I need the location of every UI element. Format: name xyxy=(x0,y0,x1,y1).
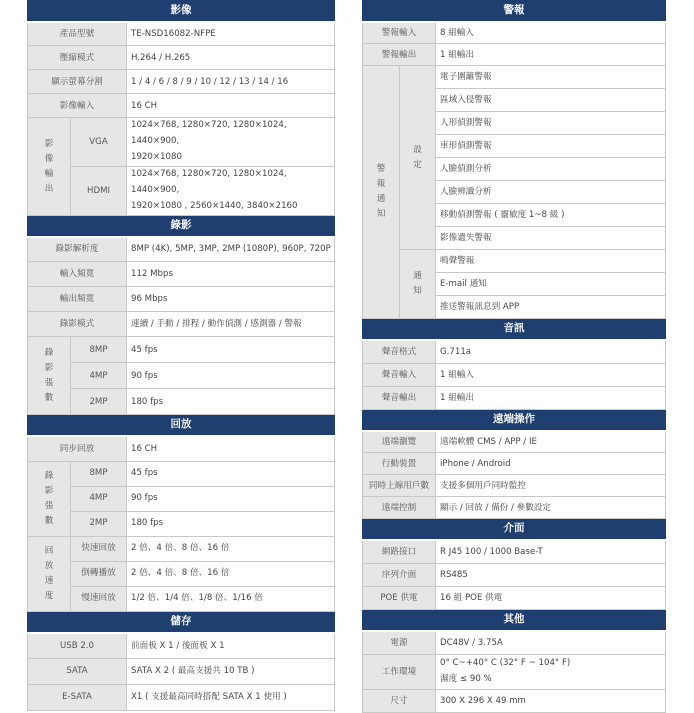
right-spec-table xyxy=(362,0,666,713)
value-record-res: 8MP (4K), 5MP, 3MP, 2MP (1080P), 960P, 720P xyxy=(127,237,335,262)
value-audio-in: 1 組輸入 xyxy=(436,363,666,386)
label-power: 電源 xyxy=(363,631,436,655)
label-usb: USB 2.0 xyxy=(28,633,127,659)
label-alarm-out: 警報輸出 xyxy=(363,44,436,66)
label-codec: 壓縮模式 xyxy=(28,46,127,70)
left-spec-table xyxy=(27,0,335,711)
value-playback-fps: 45 fps xyxy=(127,461,335,486)
group-playback-fps: 錄 影 張 數 xyxy=(28,461,71,536)
value-alarm-in: 8 組輸入 xyxy=(436,22,666,44)
section-header-other: 其他 xyxy=(363,609,666,630)
value-hdmi: 1024×768, 1280×720, 1280×1024, 1440×900, 1920×1080 , 2560×1440, 3840×2160 xyxy=(127,167,335,216)
alarm-notice-item: 鳴聲警報 xyxy=(436,250,666,273)
label-playback-fps: 4MP xyxy=(71,486,127,511)
value-out-bw: 96 Mbps xyxy=(127,287,335,312)
value-in-bw: 112 Mbps xyxy=(127,262,335,287)
section-header-remote: 遠端操作 xyxy=(363,409,666,430)
alarm-setting-item: 車形偵測警報 xyxy=(436,135,666,158)
group-alarm-notify: 警 報 通 知 xyxy=(363,66,400,319)
label-split: 顯示螢幕分割 xyxy=(28,70,127,94)
left-spec-column xyxy=(27,0,335,711)
value-playback-speed: 2 倍、4 倍、8 倍、16 倍 xyxy=(127,536,335,561)
label-sync-playback: 同步回放 xyxy=(28,436,127,461)
label-poe: POE 供電 xyxy=(363,586,436,609)
alarm-notice-item: E-mail 通知 xyxy=(436,273,666,296)
value-playback-speed: 1/2 倍、1/4 倍、1/8 倍、1/16 倍 xyxy=(127,586,335,611)
label-playback-speed: 倒轉播放 xyxy=(71,561,127,586)
alarm-setting-item: 人形偵測警報 xyxy=(436,112,666,135)
value-playback-fps: 90 fps xyxy=(127,486,335,511)
label-vga: VGA xyxy=(71,118,127,167)
label-hdmi: HDMI xyxy=(71,167,127,216)
value-record-fps: 90 fps xyxy=(127,363,335,389)
value-alarm-out: 1 組輸出 xyxy=(436,44,666,66)
label-network-port: 網路接口 xyxy=(363,540,436,563)
label-remote-browse: 遠端瀏覽 xyxy=(363,431,436,453)
label-record-fps: 4MP xyxy=(71,363,127,389)
label-sata: SATA xyxy=(28,659,127,685)
section-header-interface: 介面 xyxy=(363,519,666,540)
value-record-fps: 180 fps xyxy=(127,389,335,415)
value-record-fps: 45 fps xyxy=(127,337,335,363)
value-power: DC48V / 3.75A xyxy=(436,631,666,655)
value-environment: 0° C~+40° C (32° F ~ 104° F) 濕度 ≤ 90 % xyxy=(436,655,666,690)
label-audio-out: 聲音輸出 xyxy=(363,386,436,409)
label-environment: 工作環境 xyxy=(363,655,436,690)
label-audio-in: 聲音輸入 xyxy=(363,363,436,386)
label-model: 產品型號 xyxy=(28,22,127,46)
label-alarm-in: 警報輸入 xyxy=(363,22,436,44)
group-alarm-notice: 通 知 xyxy=(400,250,436,319)
group-record-fps: 錄 影 張 數 xyxy=(28,337,71,415)
label-size: 尺寸 xyxy=(363,690,436,713)
value-serial: RS485 xyxy=(436,563,666,586)
value-esata: X1 ( 支援最高同時搭配 SATA X 1 使用 ) xyxy=(127,685,335,711)
section-header-record: 錄影 xyxy=(28,215,335,236)
value-record-mode: 連續 / 手動 / 排程 / 動作偵測 / 感測器 / 警報 xyxy=(127,312,335,337)
value-usb: 前面板 X 1 / 後面板 X 1 xyxy=(127,633,335,659)
label-concurrent-users: 同時上線用戶數 xyxy=(363,475,436,497)
label-record-fps: 2MP xyxy=(71,389,127,415)
label-mobile-device: 行動裝置 xyxy=(363,453,436,475)
section-header-audio: 音訊 xyxy=(363,319,666,340)
value-audio-format: G.711a xyxy=(436,340,666,363)
value-size: 300 X 296 X 49 mm xyxy=(436,690,666,713)
section-header-alarm: 警報 xyxy=(363,1,666,22)
label-in-bw: 輸入頻寬 xyxy=(28,262,127,287)
label-record-fps: 8MP xyxy=(71,337,127,363)
value-vga: 1024×768, 1280×720, 1280×1024, 1440×900, 1920×1080 xyxy=(127,118,335,167)
group-video-output: 影 像 輸 出 xyxy=(28,118,71,215)
label-audio-format: 聲音格式 xyxy=(363,340,436,363)
label-playback-speed: 快速回放 xyxy=(71,536,127,561)
value-poe: 16 組 POE 供電 xyxy=(436,586,666,609)
value-playback-fps: 180 fps xyxy=(127,511,335,536)
label-playback-fps: 8MP xyxy=(71,461,127,486)
value-playback-speed: 2 倍、4 倍、8 倍、16 倍 xyxy=(127,561,335,586)
section-header-playback: 回放 xyxy=(28,415,335,436)
value-sync-playback: 16 CH xyxy=(127,436,335,461)
value-network-port: R J45 100 / 1000 Base-T xyxy=(436,540,666,563)
alarm-setting-item: 電子圍籬警報 xyxy=(436,66,666,89)
value-remote-control: 顯示 / 回放 / 備份 / 參數設定 xyxy=(436,497,666,519)
value-split: 1 / 4 / 6 / 8 / 9 / 10 / 12 / 13 / 14 / 16 xyxy=(127,70,335,94)
alarm-setting-item: 人臉辨識分析 xyxy=(436,181,666,204)
label-playback-speed: 慢速回放 xyxy=(71,586,127,611)
alarm-setting-item: 區域入侵警報 xyxy=(436,89,666,112)
alarm-setting-item: 移動偵測警報 ( 靈敏度 1~8 級 ) xyxy=(436,204,666,227)
group-playback-speed: 回 放 速 度 xyxy=(28,536,71,611)
value-concurrent-users: 支援多個用戶同時監控 xyxy=(436,475,666,497)
group-alarm-setting: 設 定 xyxy=(400,66,436,250)
right-spec-column xyxy=(362,0,666,713)
section-header-video: 影像 xyxy=(28,1,335,22)
label-playback-fps: 2MP xyxy=(71,511,127,536)
value-model: TE-NSD16082-NFPE xyxy=(127,22,335,46)
value-sata: SATA X 2 ( 最高支援共 10 TB ) xyxy=(127,659,335,685)
value-remote-browse: 遠端軟體 CMS / APP / IE xyxy=(436,431,666,453)
value-audio-out: 1 組輸出 xyxy=(436,386,666,409)
value-video-input: 16 CH xyxy=(127,94,335,118)
label-serial: 序列介面 xyxy=(363,563,436,586)
value-codec: H.264 / H.265 xyxy=(127,46,335,70)
label-record-mode: 錄影模式 xyxy=(28,312,127,337)
section-header-storage: 儲存 xyxy=(28,611,335,632)
alarm-setting-item: 人臉偵測分析 xyxy=(436,158,666,181)
label-video-input: 影像輸入 xyxy=(28,94,127,118)
label-out-bw: 輸出頻寬 xyxy=(28,287,127,312)
label-record-res: 錄影解析度 xyxy=(28,237,127,262)
alarm-notice-item: 推送警報訊息到 APP xyxy=(436,296,666,319)
label-esata: E-SATA xyxy=(28,685,127,711)
label-remote-control: 遠端控制 xyxy=(363,497,436,519)
alarm-setting-item: 影像遺失警報 xyxy=(436,227,666,250)
value-mobile-device: iPhone / Android xyxy=(436,453,666,475)
